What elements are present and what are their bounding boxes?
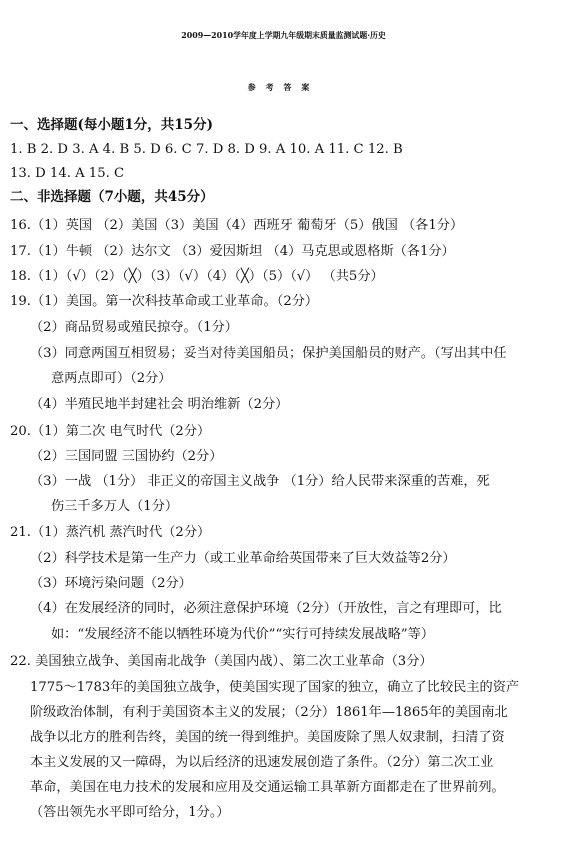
question-22-line-6: （答出领先水平即可给分，1分。） bbox=[30, 805, 230, 820]
page-title: 2009—2010学年度上学期九年级期末质量监测试题·历史 bbox=[181, 31, 386, 40]
question-20-part-3-cont: 伤三千多万人（1分） bbox=[51, 499, 179, 514]
question-20-part-2: （2）三国同盟 三国协约（2分） bbox=[30, 449, 223, 464]
question-19-part-4: （4）半殖民地半封建社会 明治维新（2分） bbox=[30, 397, 289, 412]
question-21-part-1: 21.（1）蒸汽机 蒸汽时代（2分） bbox=[10, 525, 211, 540]
choice-answers-row-1: 1. B 2. D 3. A 4. B 5. D 6. C 7. D 8. D 9. A 10. A 11. C 12. B bbox=[10, 142, 403, 157]
choice-answers-row-2: 13. D 14. A 15. C bbox=[10, 166, 125, 181]
question-20-part-3: （3）一战 （1分） 非正义的帝国主义战争 （1分）给人民带来深重的苦难，死 bbox=[30, 474, 490, 489]
question-21-part-4-cont: 如：“发展经济不能以牺牲环境为代价”“实行可持续发展战略”等） bbox=[51, 627, 435, 642]
page-subtitle: 参考答案 bbox=[247, 83, 320, 92]
question-22-line-5: 革命，美国在电力技术的发展和应用及交通运输工具革新方面都走在了世界前列。 bbox=[30, 780, 505, 795]
section-heading-nonchoice: 二、非选择题（7小题，共45分） bbox=[10, 189, 214, 205]
question-22-line-1: 1775～1783年的美国独立战争，使美国实现了国家的独立，确立了比较民主的资产 bbox=[30, 680, 520, 695]
question-21-part-4: （4）在发展经济的同时，必须注意保护环境（2分）（开放性，言之有理即可，比 bbox=[30, 601, 502, 616]
question-20-part-1: 20.（1）第二次 电气时代（2分） bbox=[10, 424, 211, 439]
section-heading-choice: 一、选择题(每小题1分，共15分) bbox=[10, 117, 213, 133]
question-22-heading: 22. 美国独立战争、美国南北战争（美国内战）、第二次工业革命（3分） bbox=[10, 654, 433, 669]
question-19-part-3: （3）同意两国互相贸易；妥当对待美国船员；保护美国船员的财产。（写出其中任 bbox=[30, 346, 507, 361]
question-19-part-2: （2）商品贸易或殖民掠夺。（1分） bbox=[30, 320, 238, 335]
question-22-line-2: 阶级政治体制，有利于美国资本主义的发展；（2分）1861年—1865年的美国南北 bbox=[30, 705, 508, 720]
question-18-answer: 18.（1）（√）（2）（╳）（3）（√）（4）（╳）（5）（√） （共5分） bbox=[10, 269, 384, 284]
question-22-line-4: 本主义发展的又一障碍，为以后经济的迅速发展创造了条件。（2分）第二次工业 bbox=[30, 755, 494, 770]
question-19-part-1: 19.（1）美国。第一次科技革命或工业革命。（2分） bbox=[10, 294, 319, 309]
question-17-answer: 17.（1）牛顿 （2）达尔文 （3）爱因斯坦 （4）马克思或恩格斯（各1分） bbox=[10, 244, 455, 259]
question-16-answer: 16.（1）英国 （2）美国（3）美国（4）西班牙 葡萄牙（5）俄国 （各1分） bbox=[10, 218, 464, 233]
question-21-part-2: （2）科学技术是第一生产力（或工业革命给英国带来了巨大效益等2分） bbox=[30, 551, 456, 566]
question-21-part-3: （3）环境污染问题（2分） bbox=[30, 576, 192, 591]
question-19-part-3-cont: 意两点即可）（2分） bbox=[51, 371, 172, 386]
question-22-line-3: 战争以北方的胜利告终，美国的统一得到维护。美国废除了黑人奴隶制，扫清了资 bbox=[30, 730, 505, 745]
